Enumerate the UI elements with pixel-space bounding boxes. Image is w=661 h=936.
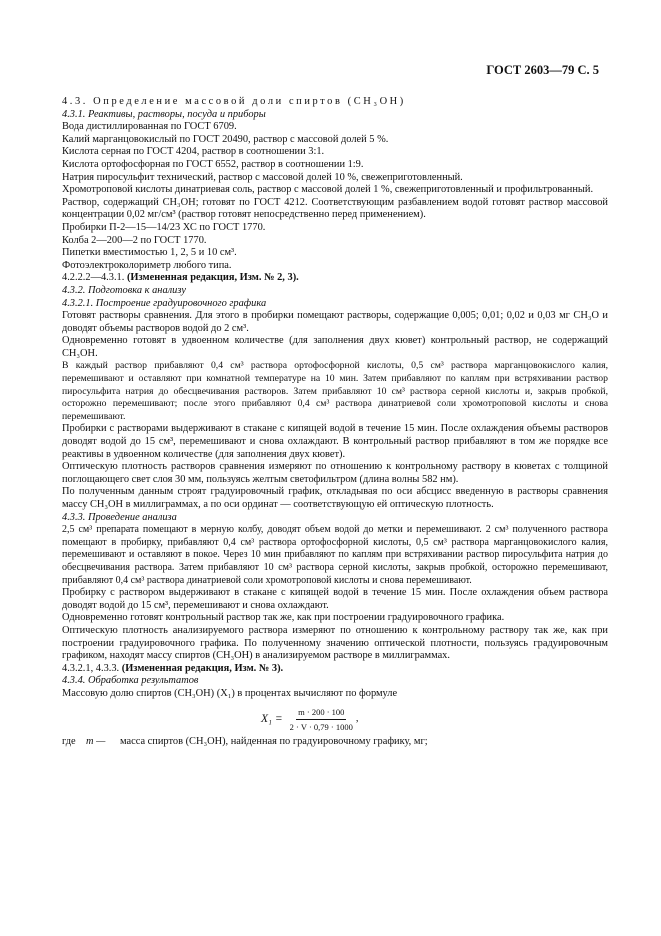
- formula-numerator: m · 200 · 100: [296, 706, 346, 721]
- page-header: ГОСТ 2603—79 С. 5: [486, 63, 599, 77]
- subsection-reagents: [62, 109, 608, 122]
- subsection-heading: 4.3.2. Подготовка к анализу: [62, 284, 186, 296]
- equipment-line: Пипетки вместимостью 1, 2, 5 и 10 см³.: [62, 247, 237, 259]
- subsection-results: [62, 675, 608, 688]
- equipment-line: Колба 2—200—2 по ГОСТ 1770.: [62, 234, 207, 246]
- paragraph: По полученным данным строят градуировочный график, откладывая по оси абсцисс введенную в растворы сравнения массу CH₃OH в миллиграммах, а по оси ординат — соответствующую ей оптическую плотность.: [62, 486, 608, 510]
- amendment-ref: 4.2.2.2—4.3.1.: [62, 272, 127, 284]
- formula-block: [62, 704, 608, 734]
- paragraph: Готовят растворы сравнения. Для этого в пробирки помещают растворы, содержащие 0,005; 0,01; 0,02 и 0,03 мг CH₃O и доводят объемы растворов водой до 2 см³.: [62, 310, 608, 334]
- amendment-label: (Измененная редакция, Изм. № 2, 3).: [126, 272, 299, 284]
- paragraph: Пробирки с растворами выдерживают в стакане с кипящей водой в течение 15 мин. После охлаждения объемы растворов доводят водой до 15 см³, перемешивают и снова охлаждают. В контрольный раствор прибавляют в том же порядке все реактивы в удвоенном количестве (для заполнения двух кювет).: [62, 423, 608, 460]
- formula-fraction: [290, 706, 353, 734]
- where-prefix: где: [62, 735, 76, 747]
- paragraph: В каждый раствор прибавляют 0,4 см³ раствора ортофосфорной кислоты, 0,5 см³ раствора марганцовокислого калия, перемешивают и оставляют при комнатной температуре на 10 мин. Затем прибавляют по каплям при встряхивании раствор пиросульфита натрия до обесцвечивания растворов. Затем прибавляют 10 см³ раствора серной кислоты и, закрыв пробкой, осторожно перемешивают; после этого прибавляют 0,4 см³ раствора динатриевой соли хромотроповой кислоты и снова перемешивают.: [62, 360, 608, 422]
- reagent-line: Хромотроповой кислоты динатриевая соль, раствор с массовой долей 1 %, свежеприготовленный и профильтрованный.: [62, 184, 594, 196]
- formula-denominator: 2 · V · 0,79 · 1000: [289, 722, 353, 733]
- subsection-preparation: [62, 285, 608, 298]
- paragraph: Массовую долю спиртов (CH₃OH) (X₁) в процентах вычисляют по формуле: [62, 687, 398, 699]
- paragraph: Одновременно готовят в удвоенном количестве (для заполнения двух кювет) контрольный раствор, не содержащий CH₃OH.: [62, 335, 608, 359]
- reagent-line: Раствор, содержащий CH₃OH; готовят по ГОСТ 4212. Соответствующим разбавлением водой готовят раствор массовой концентрации 0,02 мг/см³ (раствор готовят непосредственно перед применением).: [62, 196, 608, 221]
- subsection-analysis: [62, 512, 608, 525]
- reagent-line: Калий марганцовокислый по ГОСТ 20490, раствор с массовой долей 5 %.: [62, 133, 389, 145]
- reagent-line: Натрия пиросульфит технический, раствор с массовой долей 10 %, свежеприготовленный.: [62, 171, 463, 183]
- where-clause: [62, 736, 608, 749]
- subsection-heading: 4.3.3. Проведение анализа: [62, 511, 177, 523]
- amendment-ref: 4.3.2.1, 4.3.3.: [62, 662, 122, 674]
- subsection-heading: 4.3.2.1. Построение градуировочного графика: [62, 297, 267, 309]
- amendment-note: [62, 663, 608, 676]
- amendment-note: [62, 272, 608, 285]
- formula-lhs: X₁ =: [261, 713, 283, 726]
- paragraph: Оптическую плотность анализируемого раствора измеряют по отношению к контрольному раствору так же, как при построении градуировочного графика. По полученному значению оптической плотности, пользуясь градуировочным графиком, находят массу спиртов (CH₃OH) в анализируемом растворе в миллиграммах.: [62, 624, 608, 662]
- subsection-heading: 4.3.4. Обработка результатов: [62, 675, 199, 687]
- document-body: [62, 96, 608, 748]
- equipment-line: Фотоэлектроколориметр любого типа.: [62, 259, 232, 271]
- formula-trail: ,: [355, 713, 359, 725]
- formula: [261, 706, 359, 734]
- reagent-line: Кислота серная по ГОСТ 4204, раствор в соотношении 3:1.: [62, 146, 325, 158]
- reagent-line: Кислота ортофосфорная по ГОСТ 6552, раствор в соотношении 1:9.: [62, 158, 364, 170]
- paragraph: Оптическую плотность растворов сравнения измеряют по отношению к контрольному раствору в кюветах с толщиной поглощающего свет слоя 30 мм, пользуясь желтым светофильтром (длина волны 582 нм).: [62, 461, 608, 485]
- paragraph: Пробирку с раствором выдерживают в стакане с кипящей водой в течение 15 мин. После охлаждения объем раствора доводят водой до 15 см³, перемешивают и снова охлаждают.: [62, 587, 608, 611]
- subsection-heading: 4.3.1. Реактивы, растворы, посуда и приборы: [62, 108, 266, 120]
- section-title: [62, 96, 608, 109]
- where-text: масса спиртов (CH₃OH), найденная по градуировочному графику, мг;: [120, 735, 428, 747]
- section-heading: 4.3. Определение массовой доли спиртов (CH₃OH): [62, 96, 406, 107]
- reagent-line: Вода дистиллированная по ГОСТ 6709.: [62, 121, 237, 133]
- paragraph: Одновременно готовят контрольный раствор так же, как при построении градуировочного графика.: [62, 612, 505, 624]
- paragraph: 2,5 см³ препарата помещают в мерную колбу, доводят объем водой до метки и перемешивают. 2 см³ полученного раствора помещают в пробирку, прибавляют 0,4 см³ раствора ортофосфорной кислоты, 0,5 см³ раствора марганцовокислого калия, перемешивают и оставляют в покое. Через 10 мин прибавляют по каплям при встряхивании раствор пиросульфита натрия до обесцвечивания раствора. Затем прибавляют 10 см³ раствора серной кислоты, закрыв пробкой, осторожно перемешивают, прибавляют 0,4 см³ раствора динатриевой соли хромотроповой кислоты и снова перемешивают.: [62, 524, 608, 586]
- amendment-label: (Измененная редакция, Изм. № 3).: [121, 662, 284, 674]
- where-symbol: m —: [86, 735, 106, 747]
- equipment-line: Пробирки П-2—15—14/23 ХС по ГОСТ 1770.: [62, 221, 266, 233]
- subsection-calibration: [62, 298, 608, 311]
